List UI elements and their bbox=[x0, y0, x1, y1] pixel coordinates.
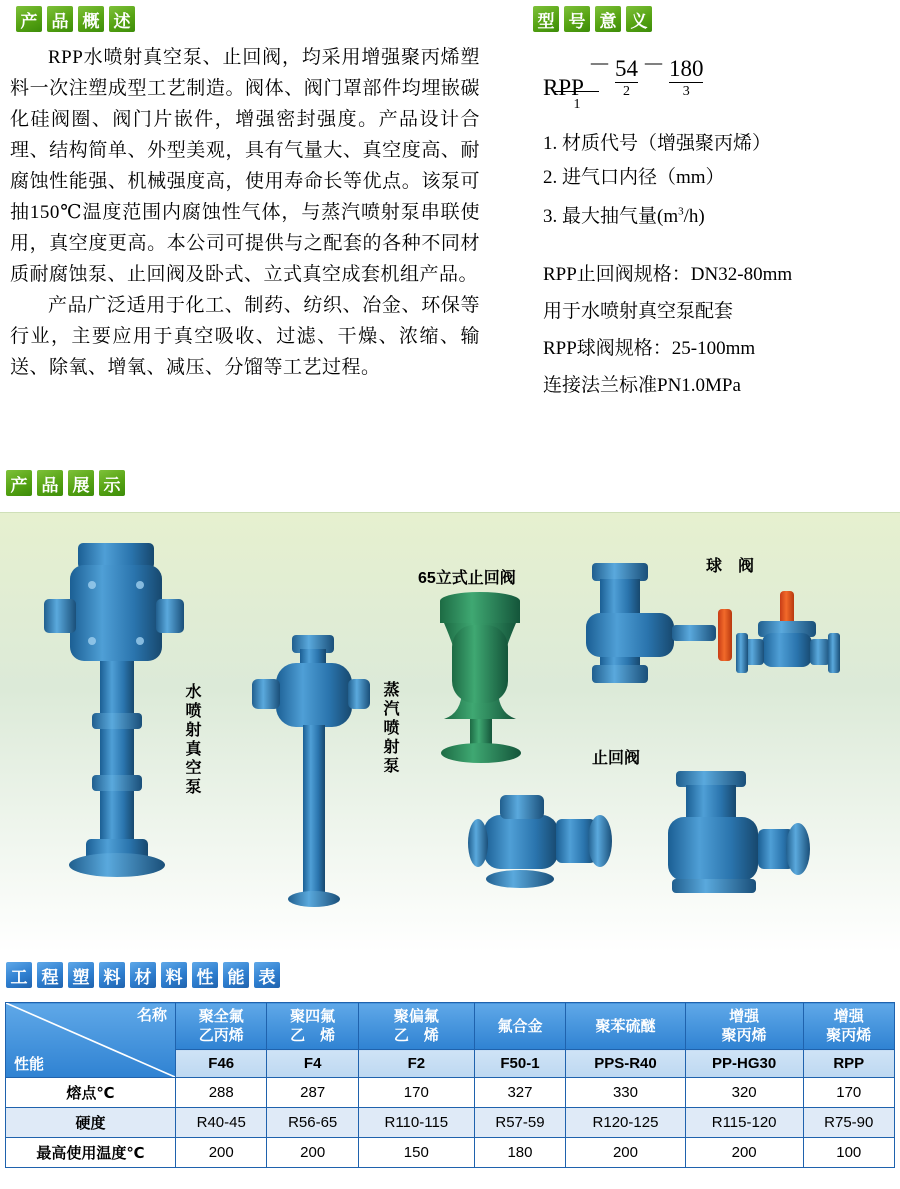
heading-tile: 概 bbox=[78, 6, 104, 32]
heading-tile: 示 bbox=[99, 470, 125, 496]
model-legend-item: 2. 进气口内径（mm） bbox=[543, 167, 725, 188]
heading-tile: 品 bbox=[47, 6, 73, 32]
heading-tile: 料 bbox=[161, 962, 187, 988]
photo-check-valve-a bbox=[468, 795, 612, 888]
table-row bbox=[6, 1108, 895, 1138]
table-corner-cell bbox=[6, 1003, 176, 1078]
model-code-part1-index: 1 bbox=[573, 97, 581, 112]
heading-tile: 程 bbox=[37, 962, 63, 988]
table-col-name: 增强 聚丙烯 bbox=[685, 1003, 803, 1050]
heading-tile: 展 bbox=[68, 470, 94, 496]
model-notes bbox=[543, 256, 890, 404]
row-label: 最高使用温度℃ bbox=[6, 1138, 176, 1168]
table-cell: R120-125 bbox=[566, 1108, 686, 1138]
heading-tile: 材 bbox=[130, 962, 156, 988]
table-col-name: 聚全氟 乙丙烯 bbox=[176, 1003, 267, 1050]
model-code-prefix-value: RPP bbox=[543, 75, 584, 100]
corner-label-name: 名称 bbox=[136, 1007, 167, 1024]
table-cell: 330 bbox=[566, 1078, 686, 1108]
heading-tile: 料 bbox=[99, 962, 125, 988]
table-col-name: 聚偏氟 乙 烯 bbox=[358, 1003, 474, 1050]
heading-tile: 性 bbox=[192, 962, 218, 988]
table-cell: 200 bbox=[267, 1138, 358, 1168]
label-vertical-check-valve: 65立式止回阀 bbox=[418, 570, 516, 587]
table-col-code: F50-1 bbox=[474, 1050, 565, 1078]
table-col-code: F4 bbox=[267, 1050, 358, 1078]
table-col-code: F46 bbox=[176, 1050, 267, 1078]
material-properties-table bbox=[5, 1002, 895, 1168]
photo-check-valve-b bbox=[668, 771, 810, 893]
table-cell: R57-59 bbox=[474, 1108, 565, 1138]
label-water-jet-vacuum-pump: 水喷射真空泵 bbox=[183, 683, 200, 797]
table-col-code: RPP bbox=[803, 1050, 894, 1078]
label-steam-jet-pump: 蒸汽喷射泵 bbox=[381, 681, 398, 776]
table-cell: R40-45 bbox=[176, 1108, 267, 1138]
model-legend-item bbox=[543, 195, 890, 234]
photo-ball-valve-small bbox=[736, 591, 840, 673]
table-cell: R75-90 bbox=[803, 1108, 894, 1138]
photo-water-jet-vacuum-pump bbox=[44, 543, 184, 877]
overview-body bbox=[10, 42, 480, 383]
heading-tile: 号 bbox=[564, 6, 590, 32]
model-note: RPP球阀规格：25-100mm bbox=[543, 338, 756, 360]
photo-ball-valve-large bbox=[586, 563, 732, 683]
model-heading bbox=[533, 6, 890, 32]
table-cell: R56-65 bbox=[267, 1108, 358, 1138]
model-code-part2-value: 54 bbox=[614, 56, 638, 81]
table-header-row bbox=[6, 1003, 895, 1050]
overview-heading bbox=[16, 6, 480, 32]
showcase-heading bbox=[6, 470, 125, 496]
table-cell: 287 bbox=[267, 1078, 358, 1108]
model-code-part2-index: 2 bbox=[622, 84, 630, 99]
model-code-part3-index: 3 bbox=[682, 84, 690, 99]
product-showcase bbox=[0, 512, 900, 952]
label-ball-valve: 球 阀 bbox=[706, 558, 755, 575]
heading-tile: 意 bbox=[595, 6, 621, 32]
corner-label-property: 性能 bbox=[14, 1056, 45, 1073]
table-col-name: 聚苯硫醚 bbox=[566, 1003, 686, 1050]
table-col-code: PP-HG30 bbox=[685, 1050, 803, 1078]
table-col-code: PPS-R40 bbox=[566, 1050, 686, 1078]
model-note: 连接法兰标准PN1.0MPa bbox=[543, 375, 741, 397]
model-code-separator: － bbox=[641, 52, 665, 77]
overview-column bbox=[10, 6, 480, 383]
heading-tile: 表 bbox=[254, 962, 280, 988]
table-cell: R115-120 bbox=[685, 1108, 803, 1138]
heading-tile: 能 bbox=[223, 962, 249, 988]
table-col-name: 增强 聚丙烯 bbox=[803, 1003, 894, 1050]
heading-tile: 工 bbox=[6, 962, 32, 988]
model-code-part1-group bbox=[555, 81, 890, 113]
model-legend-item-text: 3. 最大抽气量$(m^3/h)$ bbox=[543, 206, 705, 228]
table-col-name: 氟合金 bbox=[474, 1003, 565, 1050]
overview-paragraph-2: 产品广泛适用于化工、制药、纺织、冶金、环保等行业，主要应用于真空吸收、过滤、干燥、浓缩、输送、除氧、增氧、减压、分馏等工艺过程。 bbox=[10, 295, 480, 378]
table-cell: 200 bbox=[566, 1138, 686, 1168]
table-cell: 170 bbox=[803, 1078, 894, 1108]
model-code-separator: － bbox=[587, 52, 611, 77]
model-note: RPP止回阀规格：DN32-80mm bbox=[543, 264, 793, 286]
overview-paragraph-1: RPP水喷射真空泵、止回阀，均采用增强聚丙烯塑料一次注塑成型工艺制造。阀体、阀门罩部件均埋嵌碳化硅阀圈、阀门片嵌件，增强密封强度。产品设计合理、结构简单、外型美观，具有气量大、真空度高、耐腐蚀性能强、机械强度高，使用寿命长等优点。该泵可抽150℃温度范围内腐蚀性气体，与蒸汽喷射泵串联使用，真空度更高。本公司可提供与之配套的各种不同材质耐腐蚀泵、止回阀及卧式、立式真空成套机组产品。 bbox=[10, 47, 480, 285]
row-label: 硬度 bbox=[6, 1108, 176, 1138]
model-legend bbox=[543, 127, 890, 234]
label-check-valve: 止回阀 bbox=[592, 750, 641, 767]
model-code-part3-value: 180 bbox=[668, 56, 704, 81]
heading-tile: 产 bbox=[6, 470, 32, 496]
model-column bbox=[515, 6, 890, 404]
photo-vertical-check-valve bbox=[440, 592, 521, 763]
heading-tile: 型 bbox=[533, 6, 559, 32]
table-cell: 320 bbox=[685, 1078, 803, 1108]
heading-tile: 义 bbox=[626, 6, 652, 32]
table-cell: 200 bbox=[176, 1138, 267, 1168]
table-cell: 180 bbox=[474, 1138, 565, 1168]
table-cell: 100 bbox=[803, 1138, 894, 1168]
table-cell: 150 bbox=[358, 1138, 474, 1168]
model-note: 用于水喷射真空泵配套 bbox=[543, 301, 734, 323]
table-cell: 200 bbox=[685, 1138, 803, 1168]
heading-tile: 品 bbox=[37, 470, 63, 496]
table-col-name: 聚四氟 乙 烯 bbox=[267, 1003, 358, 1050]
heading-tile: 产 bbox=[16, 6, 42, 32]
heading-tile: 塑 bbox=[68, 962, 94, 988]
heading-tile: 述 bbox=[109, 6, 135, 32]
row-label: 熔点℃ bbox=[6, 1078, 176, 1108]
table-heading bbox=[6, 962, 280, 988]
model-legend-item: 1. 材质代号（增强聚丙烯） bbox=[543, 133, 772, 154]
table-row bbox=[6, 1138, 895, 1168]
table-cell: 288 bbox=[176, 1078, 267, 1108]
table-cell: 327 bbox=[474, 1078, 565, 1108]
table-cell: 170 bbox=[358, 1078, 474, 1108]
table-cell: R110-115 bbox=[358, 1108, 474, 1138]
table-col-code: F2 bbox=[358, 1050, 474, 1078]
table-row bbox=[6, 1078, 895, 1108]
photo-steam-jet-pump bbox=[252, 635, 370, 907]
